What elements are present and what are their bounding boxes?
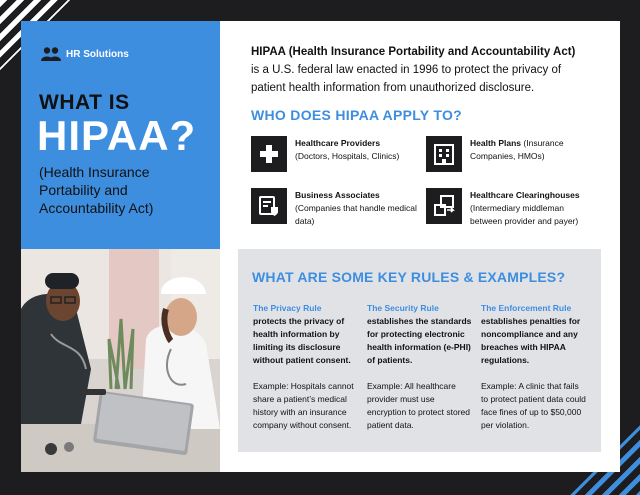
rule-title: The Security Rule [367,303,439,313]
doctors-illustration [21,249,220,472]
entity-title: Business Associates [295,190,380,200]
brand-name: HR Solutions [66,48,129,60]
people-icon [41,46,61,62]
rule-desc: establishes the standards for protecting electronic health information (e-PHI) of patients. [367,316,472,365]
data-exchange-icon [426,188,462,224]
entity-health-plans [426,136,596,172]
building-icon [426,136,462,172]
entity-desc: (Doctors, Hospitals, Clinics) [295,151,400,161]
hero-acronym: HIPAA? [37,112,197,159]
entity-business-associates [251,188,421,228]
rule-title: The Privacy Rule [253,303,322,313]
hero-what-is: WHAT IS [39,91,130,114]
entity-title: Healthcare Clearinghouses [470,190,580,200]
rule-privacy [253,302,359,432]
rule-enforcement [481,302,587,432]
medical-cross-icon [251,136,287,172]
rule-example: Example: Hospitals cannot share a patient’s medical history with an insurance company without consent. [253,381,354,430]
entity-title: Health Plans [470,138,522,148]
rule-security [367,302,473,432]
intro-body: is a U.S. federal law enacted in 1996 to protect the privacy of patient health information from unauthorized disclosure. [251,64,562,94]
shield-document-icon [251,188,287,224]
who-heading: WHO DOES HIPAA APPLY TO? [251,107,463,123]
brand [41,46,129,62]
hero-panel [21,21,220,249]
entity-desc: (Intermediary middleman between provider and payer) [470,203,579,226]
entity-healthcare-clearinghouses [426,188,596,228]
entity-desc: (Companies that handle medical data) [295,203,417,226]
key-rules-panel [238,249,601,452]
rule-example: Example: A clinic that fails to protect patient data could face fines of up to $50,000 per violation. [481,381,586,430]
doctors-photo [21,249,220,472]
rule-desc: establishes penalties for noncompliance and any breaches with HIPAA regulations. [481,316,581,365]
rule-example: Example: All healthcare provider must use encryption to protect stored patient data. [367,381,471,430]
rules-heading: WHAT ARE SOME KEY RULES & EXAMPLES? [252,269,566,285]
rule-title: The Enforcement Rule [481,303,572,313]
rule-desc: protects the privacy of health information by limiting its disclosure without patient consent. [253,316,351,365]
entity-healthcare-providers [251,136,421,172]
hero-full-name: (Health Insurance Portability and Accountability Act) [39,164,154,216]
entity-desc: (Insurance Companies, HMOs) [470,138,564,161]
infographic-card [21,21,620,472]
intro-title: HIPAA (Health Insurance Portability and Accountability Act) [251,46,576,58]
intro-text [251,43,596,97]
entity-title: Healthcare Providers [295,138,381,148]
